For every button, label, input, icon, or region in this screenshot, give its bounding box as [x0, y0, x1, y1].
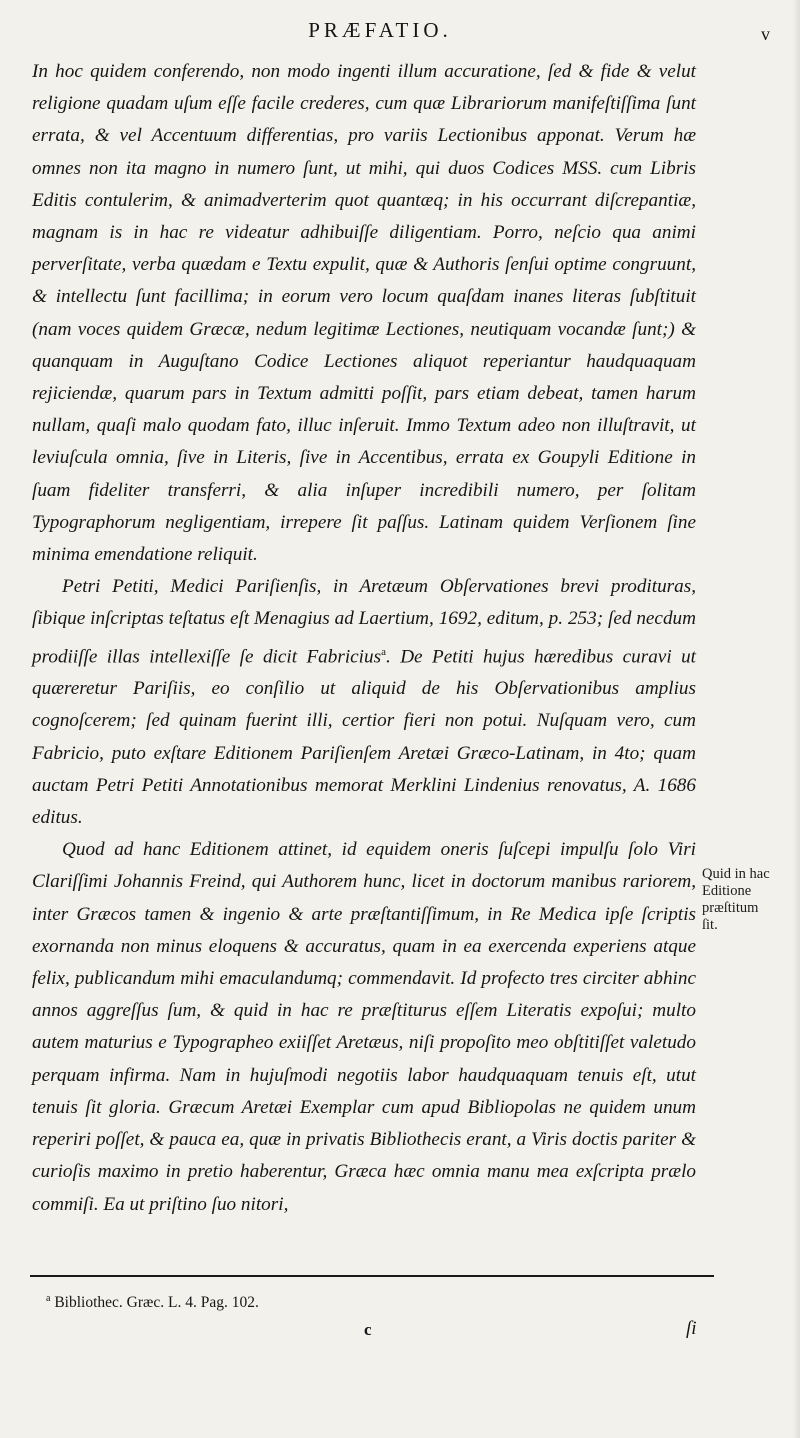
footnote-reference-mark: a: [381, 645, 386, 658]
paragraph-3: Quod ad hanc Editionem attinet, id equidem oneris ſuſcepi impulſu ſolo Viri Clariſſimi Johannis Freind, qui Authorem hunc, licet in doctorum manibus rariorem, inter Græcos tamen & ingenio & arte præſtantiſſimum, in Re Medica ipſe ſcriptis exornanda non minus eloquens & accuratus, quam in ea exercenda experiens atque felix, publicandum mihi emaculandumq; commendavit. Id profecto tres circiter abhinc annos aggreſſus ſum, & quid in hac re præſtiturus eſſem Literatis expoſui; multo autem maturius e Typographeo exiiſſet Aretæus, niſi propoſito meo obſtitiſſet valetudo perquam infirma. Nam in hujuſmodi negotiis labor haudquaquam tenuis eſt, utut tenuis ſit gloria. Græcum Aretæi Exemplar cum apud Bibliopolas ne quidem unum reperiri poſſet, & pauca ea, quæ in privatis Bibliothecis erant, a Viris doctis pariter & curioſis maximo in pretio haberentur, Græca hæc omnia manu mea exſcripta prælo commiſi. Ea ut priſtino ſuo nitori,: [32, 839, 696, 1215]
body-text: [32, 56, 696, 1221]
running-title: PRÆFATIO.: [308, 18, 452, 42]
paragraph-2-text: Petri Petiti, Medici Pariſienſis, in Aretæum Obſervationes brevi prodituras, ſibique inſcriptas teſtatus eſt Menagius ad Laertium, 1692, editum, p. 253; ſed necdum prodiiſſe illas intellexiſſe ſe dicit Fabricius: [32, 576, 696, 668]
signature-mark: c: [364, 1320, 372, 1339]
footnote-mark: a: [46, 1293, 51, 1304]
footnote: [46, 1293, 259, 1312]
catchword: ſi: [686, 1318, 697, 1339]
margin-note: Quid in hac Editione præſtitum ſit.: [702, 866, 770, 933]
page-header: [0, 14, 800, 48]
page-number: v: [761, 24, 770, 44]
scan-edge-shadow: [792, 0, 800, 1438]
footnote-rule: [30, 1275, 714, 1277]
paragraph-2: [32, 571, 696, 834]
footnote-text: Bibliothec. Græc. L. 4. Pag. 102.: [54, 1294, 259, 1312]
paragraph-1: In hoc quidem conferendo, non modo ingenti illum accuratione, ſed & fide & velut religione quadam uſum eſſe facile crederes, cum quæ Librariorum manifeſtiſſima ſunt errata, & vel Accentuum differentias, pro variis Lectionibus apponat. Verum hæ omnes non ita magno in numero ſunt, ut mihi, qui duos Codices MSS. cum Libris Editis contulerim, & animadverterim quot quantæq; in his occurrant diſcrepantiæ, magnam is in hac re videatur adhibuiſſe diligentiam. Porro, neſcio qua animi perverſitate, verba quædam e Textu expulit, quæ & Authoris ſenſui optime congruunt, & intellectu ſunt facillima; in eorum vero locum quaſdam inanes literas ſubſtituit (nam voces quidem Græcæ, nedum legitimæ Lectiones, neutiquam vocandæ ſunt;) & quanquam in Auguſtano Codice Lectiones aliquot reperiantur haudquaquam rejiciendæ, quarum pars in Textum admitti poſſit, pars etiam debeat, tamen harum nullam, quaſi malo quodam fato, illuc inſeruit. Immo Textum adeo non illuſtravit, ut leviuſcula omnia, ſive in Literis, ſive in Accentibus, errata ex Goupyli Editione in ſuam fideliter transferri, & alia inſuper incredibili numero, per ſolitam Typographorum negligentiam, irrepere ſit paſſus. Latinam quidem Verſionem ſine minima emendatione reliquit.: [32, 61, 696, 566]
paragraph-2-continuation: . De Petiti hujus hæredibus curavi ut quæreretur Pariſiis, eo conſilio ut aliquid de his Obſervationibus amplius cognoſcerem; ſed quinam fuerint illi, certior fieri non potui. Nuſquam vero, cum Fabricio, puto exſtare Editionem Pariſienſem Aretæi Græco-Latinam, in 4to; quam auctam Petri Petiti Annotationibus memorat Merklini Lindenius renovatus, A. 1686 editus.: [32, 646, 696, 829]
